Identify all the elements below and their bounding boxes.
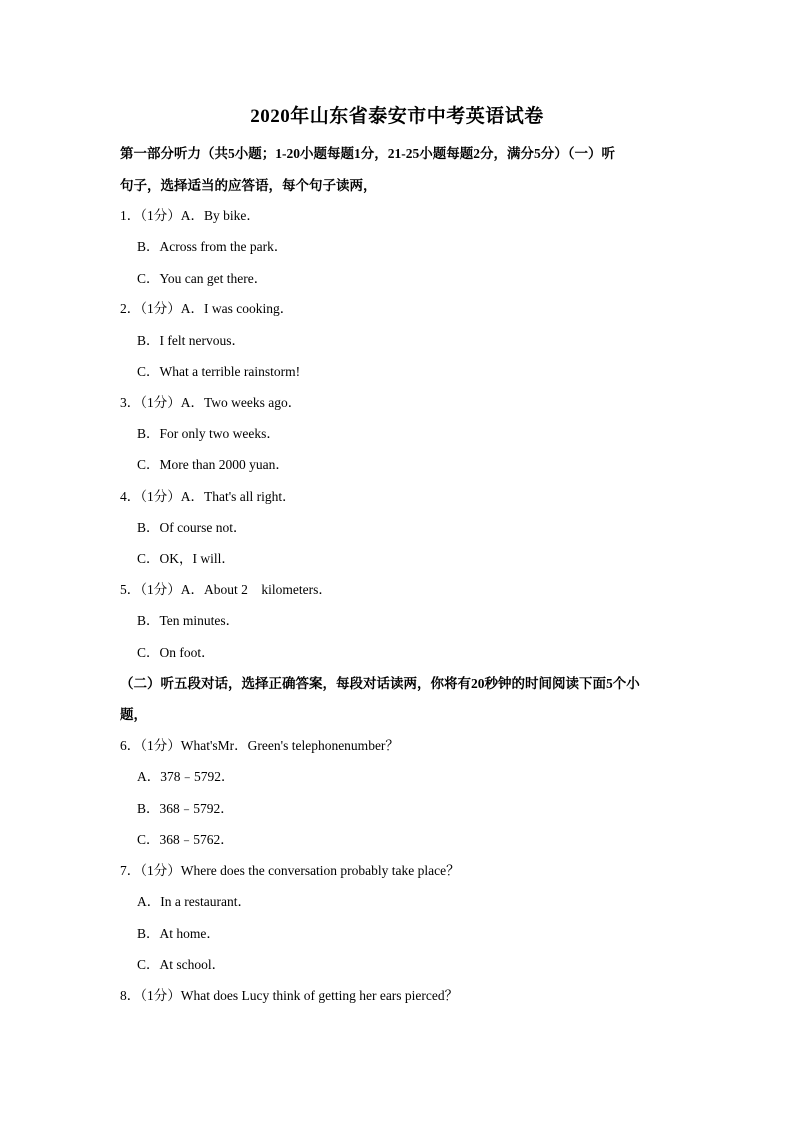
question-2-option-b: B．I felt nervous． bbox=[137, 333, 245, 348]
question-7-option-c: C．At school． bbox=[137, 957, 226, 972]
question-6-stem: 6．（1分）What'sMr．Green's telephonenumber？ bbox=[120, 738, 399, 753]
section-two-instructions-line1: （二）听五段对话，选择正确答案，每段对话读两，你将有20秒钟的时间阅读下面5个小 bbox=[120, 676, 640, 691]
question-7-option-b: B．At home． bbox=[137, 926, 220, 941]
question-1-stem: 1．（1分）A．By bike． bbox=[120, 208, 260, 223]
question-3-stem: 3．（1分）A．Two weeks ago． bbox=[120, 395, 302, 410]
question-4-stem: 4．（1分）A．That's all right． bbox=[120, 489, 296, 504]
question-6-option-b: B．368﹣5792． bbox=[137, 801, 234, 816]
question-4-option-c: C．OK，I will． bbox=[137, 551, 235, 566]
question-6-option-c: C．368﹣5762． bbox=[137, 832, 234, 847]
question-2-stem: 2．（1分）A．I was cooking． bbox=[120, 301, 294, 316]
question-2-option-c: C．What a terrible rainstorm! bbox=[137, 364, 301, 379]
question-8-stem: 8．（1分）What does Lucy think of getting her ears pierced？ bbox=[120, 988, 459, 1003]
question-3-option-b: B．For only two weeks． bbox=[137, 426, 280, 441]
section-one-instructions-line2: 句子，选择适当的应答语，每个句子读两， bbox=[120, 178, 377, 193]
section-two-instructions-line2: 题， bbox=[120, 707, 147, 722]
question-7-stem: 7．（1分）Where does the conversation probably take place？ bbox=[120, 863, 460, 878]
question-7-option-a: A．In a restaurant． bbox=[137, 894, 251, 909]
question-5-option-b: B．Ten minutes． bbox=[137, 613, 240, 628]
question-6-option-a: A．378﹣5792． bbox=[137, 769, 235, 784]
question-1-option-c: C．You can get there． bbox=[137, 271, 268, 286]
question-5-stem: 5．（1分）A．About 2 kilometers． bbox=[120, 582, 332, 597]
section-one-instructions-line1: 第一部分听力（共5小题；1-20小题每题1分，21-25小题每题2分，满分5分）（一）听 bbox=[120, 146, 615, 161]
question-1-option-b: B．Across from the park． bbox=[137, 239, 288, 254]
question-3-option-c: C．More than 2000 yuan． bbox=[137, 457, 289, 472]
page-title: 2020年山东省泰安市中考英语试卷 bbox=[250, 106, 544, 127]
question-5-option-c: C．On foot． bbox=[137, 645, 215, 660]
question-4-option-b: B．Of course not． bbox=[137, 520, 247, 535]
